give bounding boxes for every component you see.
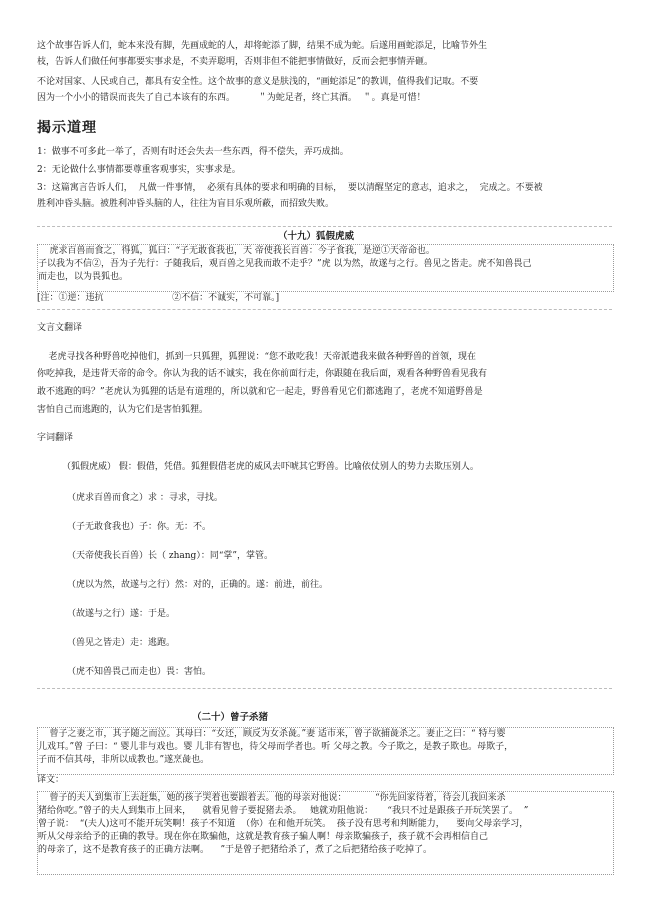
zengzi-trans-2: 猪给你吃。”曾子的夫人到集市上回来， 就看见曾子要捉猪去杀。 她就劝阻他说： “我只不过是跟孩子开玩笑罢了。 ” xyxy=(38,806,529,817)
word-item: （天帝使我长百兽）长（ zhang）：同“掌”，掌管。 xyxy=(67,551,274,561)
word-item: （虎不知兽畏己而走也）畏：害怕。 xyxy=(67,667,212,677)
zengzi-yiwen-label: 译文： xyxy=(37,775,65,785)
fox-trans-4: 害怕自己而逃跑的，认为它们是害怕狐狸。 xyxy=(37,405,209,415)
word-item: （子无敢食我也）子：你。无：不。 xyxy=(67,522,212,532)
word-item: （兽见之皆走）走：逃跑。 xyxy=(67,638,176,648)
zengzi-trans-5: 的母亲了，这不是教育孩子的正确方法啊。 ”于是曾子把猪给杀了，煮了之后把猪给孩子吃掉了。 xyxy=(38,845,433,856)
fox-text-3: 而走也，以为畏狐也。 xyxy=(38,272,129,283)
zengzi-text-2: 儿戏耳。”曾 子曰：“ 婴儿非与戏也。婴 儿非有智也，待父母而学者也。听 父母之教。今子欺之，是教子欺也。母欺子， xyxy=(38,742,514,753)
zengzi-text-3: 子而不信其母，非所以成教也。”遂烹彘也。 xyxy=(38,755,210,766)
divider xyxy=(37,309,612,310)
fox-text-1: 虎求百兽而食之，得狐，狐曰：“子无敢食我也，天 帝使我长百兽：今子食我，是逆①天帝命也。 xyxy=(38,246,435,256)
zengzi-trans-3: 曾子说： “(夫人)这可不能开玩笑啊！孩子不知道 （你）在和他开玩笑。 孩子没有思考和判断能力， 要向父母亲学习， xyxy=(38,819,529,830)
fox-title: （十九）狐假虎威 xyxy=(278,231,355,242)
intro-line-1: 这个故事告诉人们，蛇本来没有脚，先画成蛇的人，却将蛇添了脚，结果不成为蛇。后遂用画蛇添足，比喻节外生 xyxy=(37,41,488,51)
word-item: （狐假虎威） 假：假借，凭借。狐狸假借老虎的威风去吓唬其它野兽。比喻依仗别人的势力去欺压别人。 xyxy=(62,462,479,472)
zengzi-title: （二十）曾子杀猪 xyxy=(192,712,269,723)
section-heading-jieshi: 揭示道理 xyxy=(37,120,97,136)
lesson-2: 2：无论做什么事情都要尊重客观事实，实事求是。 xyxy=(37,165,241,175)
word-item: （虎以为然，故遂与之行）然：对的，正确的。遂：前进，前往。 xyxy=(67,580,329,590)
zengzi-text-1: 曾子之妻之市，其子随之而泣。其母曰：“女还，顾反为女杀彘。”妻 适市来，曾子欲捕彘杀之。妻止之曰：“ 特与婴 xyxy=(38,729,506,739)
fox-trans-1: 老虎寻找各种野兽吃掉他们，抓到一只狐狸，狐狸说：“您不敢吃我！天帝派遣我来做各种野兽的首领，现在 xyxy=(37,352,477,362)
word-item: （虎求百兽而食之）求 ：寻求，寻找。 xyxy=(67,493,223,503)
lesson-3a: 3：这篇寓言告诉人们， 凡做一件事情， 必须有具体的要求和明确的目标， 要以清醒坚定的意志，追求之， 完成之。不要被 xyxy=(37,183,543,193)
intro-line-2: 枝，告诉人们做任何事都要实事求是，不卖弄聪明，否则非但不能把事情做好，反而会把事情弄砸。 xyxy=(37,57,434,67)
word-item: （故遂与之行）遂：于是。 xyxy=(67,609,176,619)
divider xyxy=(37,226,612,227)
zengzi-translation-box xyxy=(37,791,614,875)
fox-original-box xyxy=(37,244,614,292)
fox-trans-2: 你吃掉我，是违背天帝的命令。你认为我的话不诚实，我在你前面行走，你跟随在我后面，观看各种野兽看见我有 xyxy=(37,369,488,379)
intro-line-4: 因为一个小小的错误而丧失了自己本该有的东西。 ＂为蛇足者，终亡其酒。 ＂。真是可惜！ xyxy=(37,93,426,103)
zengzi-trans-1: 曾子的夫人到集市上去赶集，她的孩子哭着也要跟着去。他的母亲对他说： “你先回家待着，待会儿我回来杀 xyxy=(38,793,506,803)
lesson-3b: 胜利冲昏头脑。被胜利冲昏头脑的人，往往为盲目乐观所蔽，而招致失败。 xyxy=(37,199,335,209)
divider xyxy=(37,688,612,689)
fox-translation-label: 文言文翻译 xyxy=(37,323,83,333)
zengzi-trans-4: 听从父母亲给予的正确的教导。现在你在欺骗他，这就是教育孩子骗人啊！母亲欺骗孩子，孩子就不会再相信自己 xyxy=(38,832,489,843)
zengzi-original-box xyxy=(37,727,614,775)
fox-words-label: 字词翻译 xyxy=(37,433,74,443)
fox-text-2: 子以我为不信②，吾为子先行：子随我后，观百兽之见我而敢不走乎？”虎 以为然，故遂与之行。兽见之皆走。虎不知兽畏己 xyxy=(38,259,532,270)
fox-note: [注：①逆：违抗 ②不信：不诚实，不可靠。] xyxy=(37,293,280,303)
fox-trans-3: 敢不逃跑的吗？”老虎认为狐狸的话是有道理的，所以就和它一起走，野兽看见它们都逃跑了，老虎不知道野兽是 xyxy=(37,387,483,397)
intro-line-3: 不论对国家、人民或自己，都具有安全性。这个故事的意义是肤浅的，“画蛇添足”的教训，值得我们记取。不要 xyxy=(37,77,479,87)
lesson-1: 1：做事不可多此一举了，否则有时还会失去一些东西，得不偿失，弄巧成拙。 xyxy=(37,147,349,157)
